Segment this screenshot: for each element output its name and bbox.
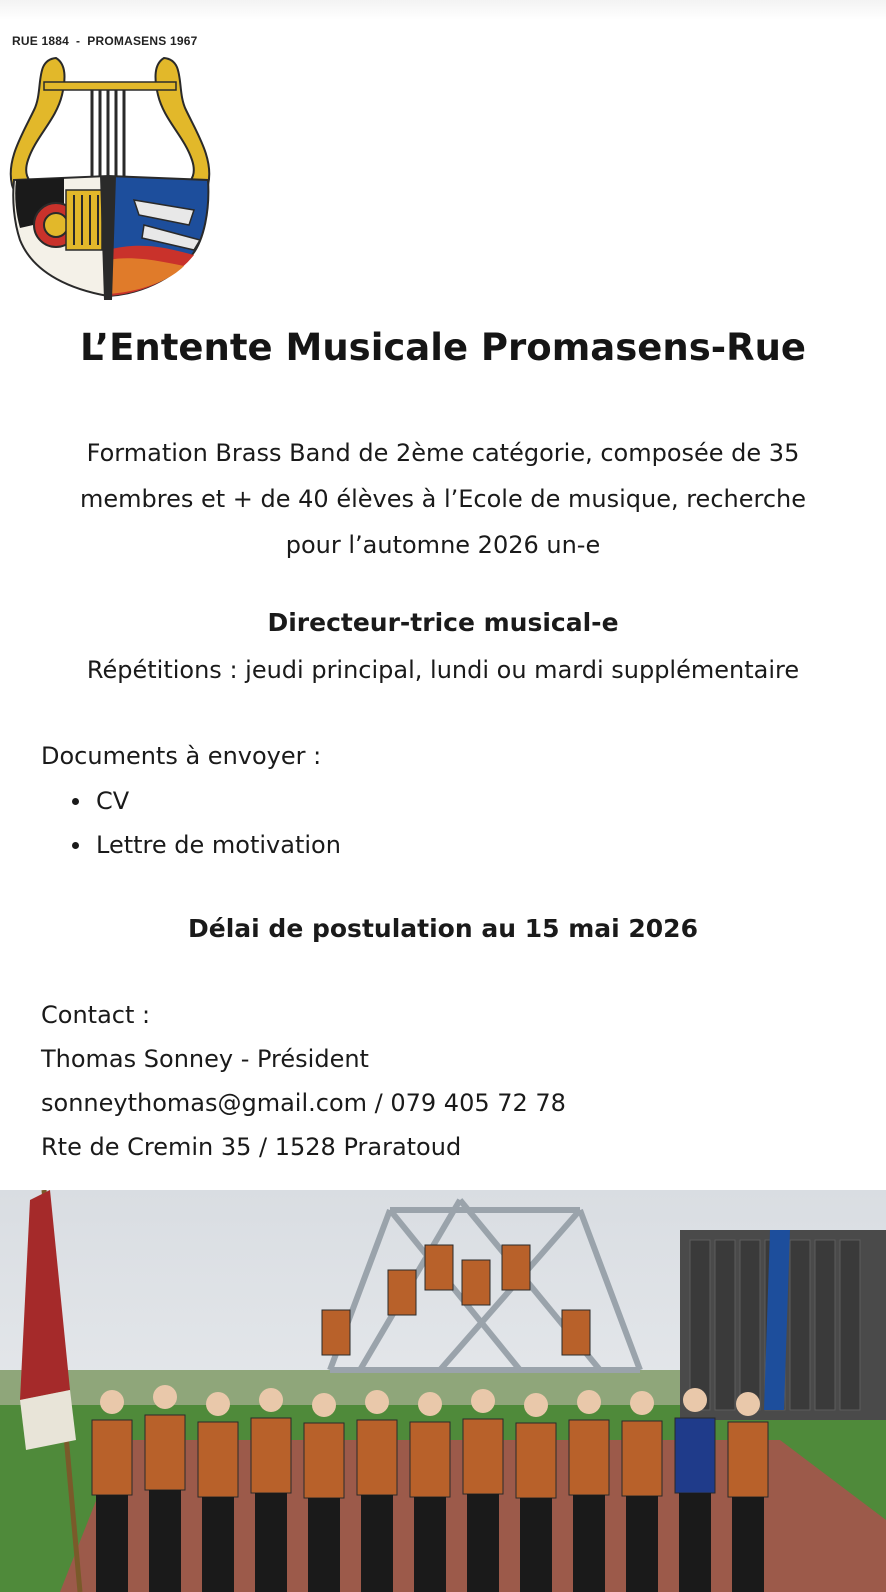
- intro-line: membres et + de 40 élèves à l’Ecole de musique, recherche: [79, 485, 807, 513]
- list-item-label: CV: [96, 787, 130, 815]
- contact-email-phone[interactable]: sonneythomas@gmail.com / 079 405 72 78: [41, 1089, 566, 1117]
- intro-line: Formation Brass Band de 2ème catégorie, composée de 35: [86, 439, 800, 467]
- contact-label: Contact :: [41, 1001, 151, 1029]
- bullet-icon: [72, 798, 79, 805]
- lyre-logo: [4, 50, 218, 305]
- list-item: [70, 830, 341, 874]
- logo-caption: RUE 1884 - PROMASENS 1967: [12, 34, 198, 48]
- contact-block: [41, 1000, 566, 1176]
- contact-name: Thomas Sonney - Président: [41, 1045, 369, 1073]
- documents-list: [70, 786, 341, 874]
- bullet-icon: [72, 842, 79, 849]
- intro-line: pour l’automne 2026 un-e: [285, 531, 601, 559]
- page-title: L’Entente Musicale Promasens-Rue: [79, 326, 807, 369]
- contact-address: Rte de Cremin 35 / 1528 Praratoud: [41, 1133, 462, 1161]
- intro-paragraph: [40, 430, 846, 568]
- documents-label: Documents à envoyer :: [41, 742, 322, 770]
- position-title: Directeur-trice musical-e: [267, 608, 619, 637]
- band-group-photo: [0, 1190, 886, 1592]
- list-item-label: Lettre de motivation: [96, 831, 341, 859]
- top-bar: [0, 0, 886, 20]
- application-deadline: Délai de postulation au 15 mai 2026: [188, 914, 698, 943]
- rehearsal-schedule: Répétitions : jeudi principal, lundi ou mardi supplémentaire: [86, 656, 800, 684]
- list-item: [70, 786, 341, 830]
